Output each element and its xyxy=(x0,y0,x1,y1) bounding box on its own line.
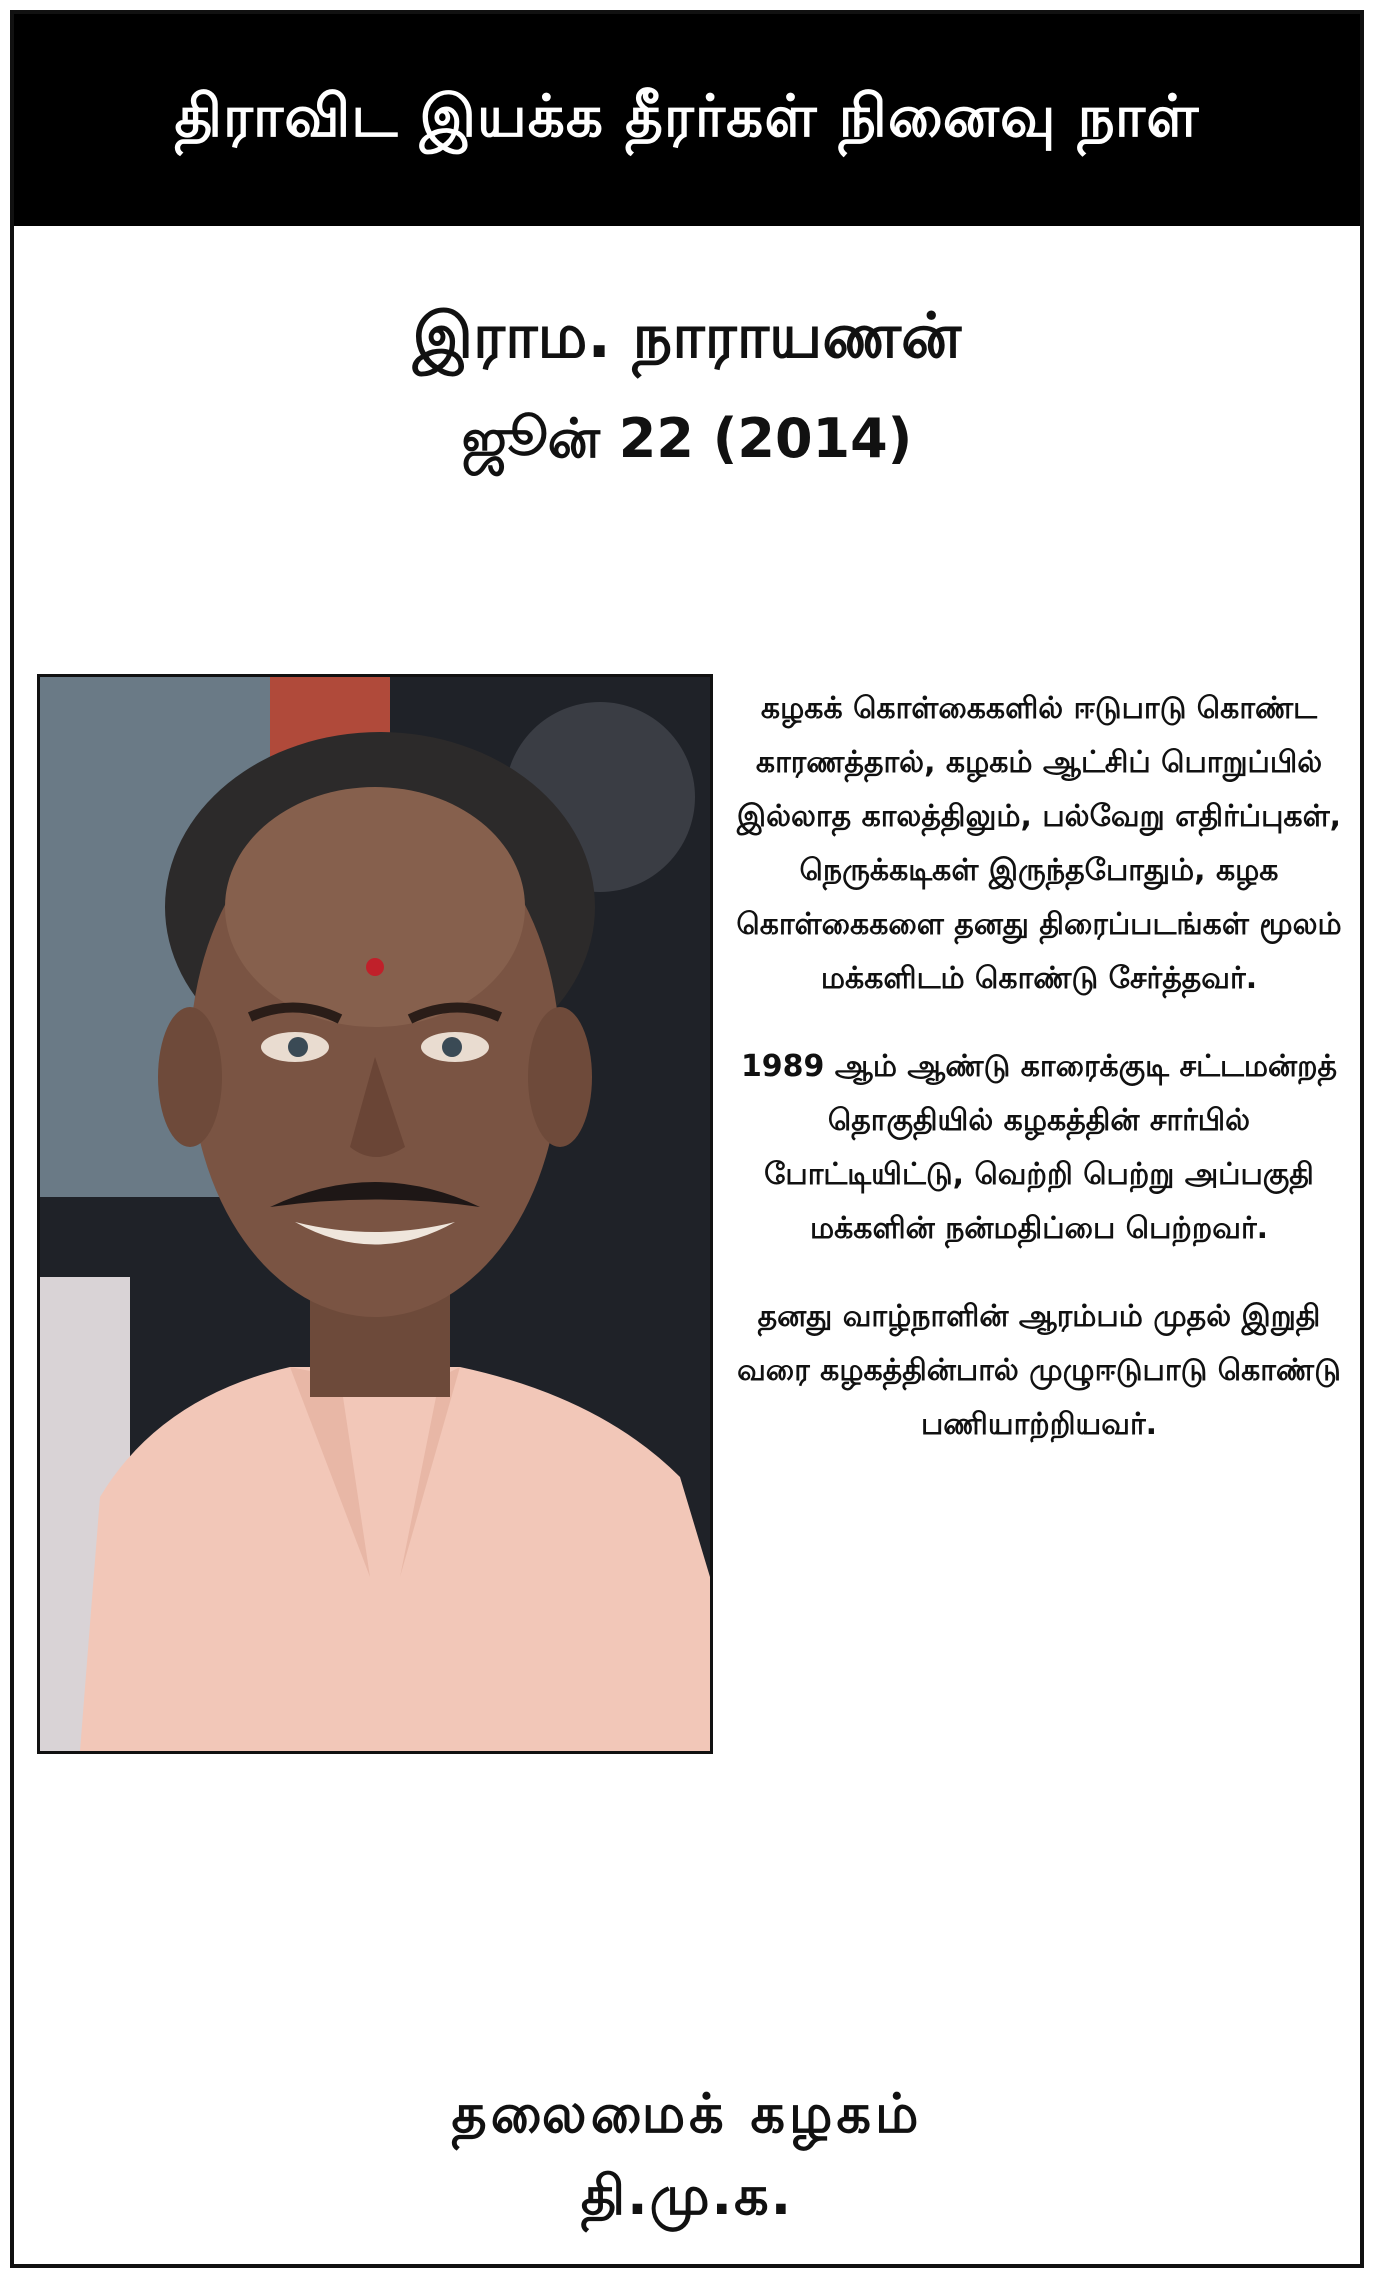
bio-paragraph-1: கழகக் கொள்கைகளில் ஈடுபாடு கொண்ட காரணத்தால், கழகம் ஆட்சிப் பொறுப்பில் இல்லாத காலத்திலும், பல்வேறு எதிர்ப்புகள், நெருக்கடிகள் இருந்தபோதும், கழக கொள்கைகளை தனது திரைப்படங்கள் மூலம் மக்களிடம் கொண்டு சேர்த்தவர். xyxy=(736,691,1342,996)
ear-left xyxy=(158,1007,222,1147)
bio-paragraph-3: தனது வாழ்நாளின் ஆரம்பம் முதல் இறுதி வரை கழகத்தின்பால் முழுஈடுபாடு கொண்டு பணியாற்றியவர். xyxy=(737,1299,1341,1442)
portrait-illustration xyxy=(40,677,710,1751)
person-name: இராம. நாராயணன் xyxy=(412,299,962,372)
memorial-date: ஜூன் 22 (2014) xyxy=(461,407,913,470)
bio-paragraph-2: 1989 ஆம் ஆண்டு காரைக்குடி சட்டமன்றத் தொகுதியில் கழகத்தின் சார்பில் போட்டியிட்டு, வெற்றி பெற்று அப்பகுதி மக்களின் நன்மதிப்பை பெற்றவர். xyxy=(740,1049,1338,1246)
forehead xyxy=(225,787,525,1027)
portrait-photo xyxy=(37,674,713,1754)
header-banner xyxy=(14,14,1360,226)
footer-party: தி.மு.க. xyxy=(580,2164,794,2227)
pupil-right xyxy=(442,1037,462,1057)
ear-right xyxy=(528,1007,592,1147)
memorial-poster xyxy=(10,10,1364,2268)
footer-organization: தலைமைக் கழகம் xyxy=(451,2082,923,2145)
banner-title: திராவிட இயக்க தீரர்கள் நினைவு நாள் xyxy=(174,82,1200,150)
biography xyxy=(724,682,1354,1486)
tilak-dot xyxy=(366,958,384,976)
pupil-left xyxy=(288,1037,308,1057)
